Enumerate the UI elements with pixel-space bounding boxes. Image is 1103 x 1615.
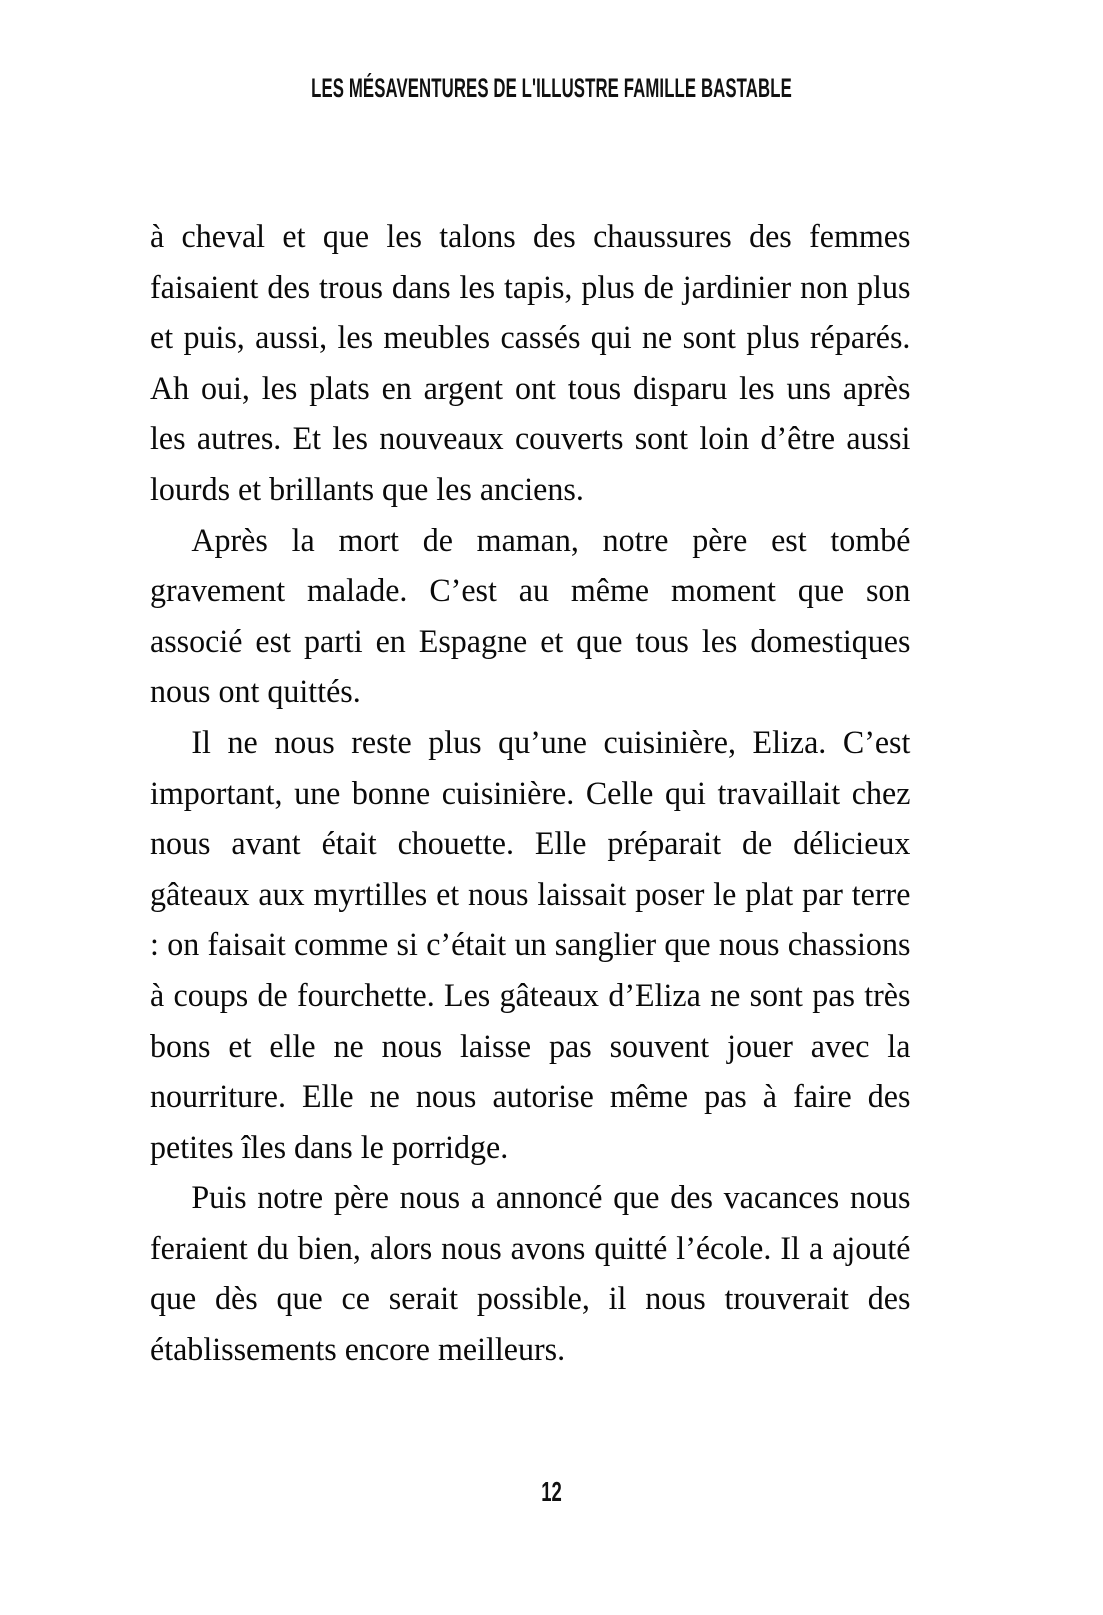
body-text-block xyxy=(150,212,922,1376)
paragraph: Puis notre père nous a annoncé que des vacances nous feraient du bien, alors nous avons quitté l’école. Il a ajouté que dès que ce serait possible, il nous trouverait des établissements encore meilleurs. xyxy=(150,1180,911,1369)
paragraph: Après la mort de maman, notre père est tombé gravement malade. C’est au même moment que son associé est parti en Espagne et que tous les domestiques nous ont quittés. xyxy=(150,522,911,711)
running-head: LES MÉSAVENTURES DE L'ILLUSTRE FAMILLE BASTABLE xyxy=(311,73,792,103)
page-number: 12 xyxy=(541,1476,562,1507)
paragraph: Il ne nous reste plus qu’une cuisinière, Eliza. C’est important, une bonne cuisinière. Celle qui travaillait chez nous avant était chouette. Elle préparait de délicieux gâteaux aux myrtilles et nous laissait poser le plat par terre : on faisait comme si c’était un sanglier que nous chassions à coups de fourchette. Les gâteaux d’Eliza ne sont pas très bons et elle ne nous laisse pas souvent jouer avec la nourriture. Elle ne nous autorise même pas à faire des petites îles dans le porridge. xyxy=(150,724,911,1166)
paragraph: à cheval et que les talons des chaussures des femmes faisaient des trous dans les tapis, plus de jardinier non plus et puis, aussi, les meubles cassés qui ne sont plus réparés. Ah oui, les plats en argent ont tous disparu les uns après les autres. Et les nouveaux couverts sont loin d’être aussi lourds et brillants que les anciens. xyxy=(150,219,911,508)
